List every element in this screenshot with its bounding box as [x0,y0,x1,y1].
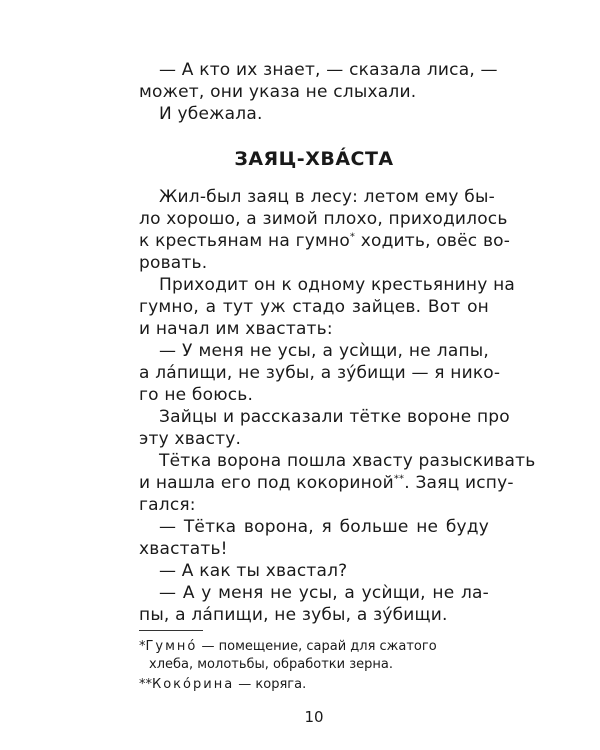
footnote-divider [139,630,203,631]
text-line: Жил-был заяц в лесу: летом ему бы- [159,187,495,207]
text-line: — Тётка ворона, я больше не буду [159,517,489,537]
footnote-term: Гумнó [145,639,198,654]
text-line: го не боюсь. [139,385,254,405]
text-fragment: и нашла его под кокориной [139,473,394,493]
text-line: Зайцы и рассказали тётке вороне про [159,407,510,427]
text-line: — А у меня не усы, а усѝщи, не ла- [159,583,489,603]
text-line: пы, а лáпищи, не зубы, а зýбищи. [139,605,448,625]
text-line: гался: [139,495,196,515]
text-line: эту хвасту. [139,429,242,449]
text-fragment: ходить, овёс во- [360,231,511,251]
footnote-2 [139,676,306,694]
text-line: гумно, а тут уж стадо зайцев. Вот он [139,297,489,317]
text-fragment: . Заяц испу- [404,473,514,493]
text-line: а лáпищи, не зубы, а зýбищи — я нико- [139,363,501,383]
text-line [139,472,514,494]
footnote-marker: * [139,639,146,654]
text-line: и начал им хвастать: [139,319,333,339]
text-line: — А как ты хвастал? [159,561,348,581]
page-number: 10 [304,708,324,726]
footnote-definition: — помещение, сарай для сжатого [197,639,437,654]
text-line: И убежала. [159,104,263,124]
story-title: ЗАЯЦ-ХВÁСТА [234,148,394,170]
footnote-1-continuation: хлеба, молотьбы, обработки зерна. [149,657,393,672]
text-line: — А кто их знает, — сказала лиса, — [159,60,498,80]
footnote-marker: ** [139,677,152,692]
text-line: — У меня не усы, а усѝщи, не лапы, [159,341,489,361]
text-fragment: к крестьянам на гумно [139,231,350,251]
text-line: хвастать! [139,539,228,559]
footnote-marker: ** [393,473,405,485]
footnote-term: Кокóрина [152,677,235,692]
text-line: Приходит он к одному крестьянину на [159,275,516,295]
footnote-1 [139,638,437,656]
text-line: может, они указа не слыхали. [139,82,417,102]
footnote-definition: — коряга. [234,677,307,692]
text-line: ровать. [139,253,208,273]
text-line: Тётка ворона пошла хвасту разыскивать [159,451,536,471]
text-line [139,230,511,252]
footnote-marker: * [349,231,356,243]
text-line: ло хорошо, а зимой плохо, приходилось [139,209,508,229]
